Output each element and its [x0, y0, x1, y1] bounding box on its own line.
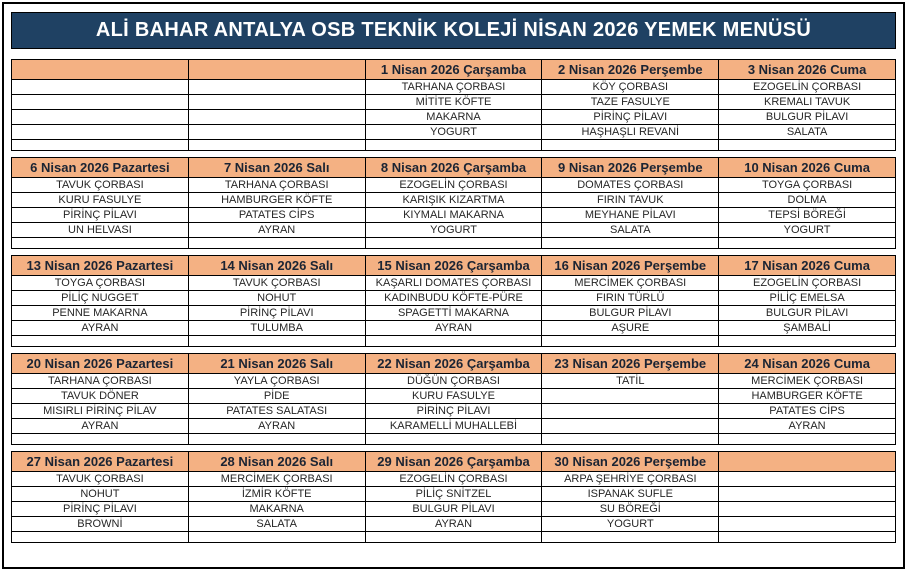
menu-row — [12, 208, 896, 223]
empty-cell — [188, 238, 365, 249]
menu-item-cell: PATATES SALATASI — [188, 404, 365, 419]
menu-item-cell: BULGUR PİLAVI — [542, 306, 719, 321]
spacer-row — [12, 140, 896, 151]
menu-item-cell: PİRİNÇ PİLAVI — [12, 208, 189, 223]
menu-item-cell: TOYGA ÇORBASI — [719, 178, 896, 193]
menu-row — [12, 80, 896, 95]
menu-item-cell: YOGURT — [719, 223, 896, 238]
day-header-cell: 17 Nisan 2026 Cuma — [719, 256, 896, 276]
menu-row — [12, 502, 896, 517]
menu-row — [12, 223, 896, 238]
menu-item-cell: SALATA — [188, 517, 365, 532]
menu-item-cell: PİRİNÇ PİLAVI — [188, 306, 365, 321]
spacer-row — [12, 336, 896, 347]
menu-item-cell: KURU FASULYE — [365, 389, 542, 404]
menu-item-cell: TAVUK ÇORBASI — [12, 472, 189, 487]
menu-row — [12, 321, 896, 336]
menu-item-cell: ARPA ŞEHRİYE ÇORBASI — [542, 472, 719, 487]
menu-item-cell: TULUMBA — [188, 321, 365, 336]
day-header-cell: 10 Nisan 2026 Cuma — [719, 158, 896, 178]
day-header-cell: 6 Nisan 2026 Pazartesi — [12, 158, 189, 178]
week-table-4 — [11, 353, 896, 445]
menu-item-cell: MAKARNA — [365, 110, 542, 125]
menu-row — [12, 306, 896, 321]
menu-item-cell — [188, 80, 365, 95]
day-header-cell: 3 Nisan 2026 Cuma — [719, 60, 896, 80]
day-header-cell: 23 Nisan 2026 Perşembe — [542, 354, 719, 374]
menu-item-cell — [542, 404, 719, 419]
title-bar — [11, 12, 896, 49]
menu-item-cell: TAVUK ÇORBASI — [188, 276, 365, 291]
empty-cell — [188, 532, 365, 543]
menu-item-cell: UN HELVASI — [12, 223, 189, 238]
menu-item-cell: KARIŞIK KIZARTMA — [365, 193, 542, 208]
empty-cell — [719, 532, 896, 543]
menu-row — [12, 125, 896, 140]
menu-item-cell: AYRAN — [12, 419, 189, 434]
menu-row — [12, 193, 896, 208]
menu-item-cell: FIRIN TAVUK — [542, 193, 719, 208]
day-header-cell: 2 Nisan 2026 Perşembe — [542, 60, 719, 80]
menu-item-cell: PİRİNÇ PİLAVI — [542, 110, 719, 125]
week-table-2 — [11, 157, 896, 249]
menu-item-cell: NOHUT — [188, 291, 365, 306]
menu-item-cell: TARHANA ÇORBASI — [12, 374, 189, 389]
menu-item-cell: AYRAN — [12, 321, 189, 336]
menu-row — [12, 374, 896, 389]
menu-item-cell: KURU FASULYE — [12, 193, 189, 208]
day-header-row — [12, 256, 896, 276]
menu-item-cell: İZMİR KÖFTE — [188, 487, 365, 502]
day-header-cell: 16 Nisan 2026 Perşembe — [542, 256, 719, 276]
menu-item-cell — [12, 95, 189, 110]
day-header-cell: 20 Nisan 2026 Pazartesi — [12, 354, 189, 374]
menu-item-cell: EZOGELİN ÇORBASI — [365, 472, 542, 487]
empty-cell — [188, 140, 365, 151]
menu-item-cell — [719, 517, 896, 532]
day-header-cell — [719, 452, 896, 472]
menu-row — [12, 404, 896, 419]
empty-cell — [12, 434, 189, 445]
menu-item-cell: AYRAN — [719, 419, 896, 434]
menu-item-cell: NOHUT — [12, 487, 189, 502]
menu-item-cell: SU BÖREĞİ — [542, 502, 719, 517]
menu-item-cell: KÖY ÇORBASI — [542, 80, 719, 95]
spacer-row — [12, 238, 896, 249]
menu-item-cell: PATATES CİPS — [719, 404, 896, 419]
menu-item-cell — [719, 487, 896, 502]
menu-item-cell: BULGUR PİLAVI — [719, 110, 896, 125]
menu-item-cell: PENNE MAKARNA — [12, 306, 189, 321]
menu-item-cell: EZOGELİN ÇORBASI — [719, 80, 896, 95]
day-header-cell: 30 Nisan 2026 Perşembe — [542, 452, 719, 472]
menu-item-cell: MEYHANE PİLAVI — [542, 208, 719, 223]
menu-row — [12, 95, 896, 110]
menu-item-cell: BROWNİ — [12, 517, 189, 532]
menu-item-cell — [542, 419, 719, 434]
menu-item-cell: AŞURE — [542, 321, 719, 336]
document-frame — [2, 2, 905, 569]
day-header-cell: 13 Nisan 2026 Pazartesi — [12, 256, 189, 276]
menu-item-cell: KIYMALI MAKARNA — [365, 208, 542, 223]
menu-item-cell: PİDE — [188, 389, 365, 404]
menu-item-cell: SPAGETTİ MAKARNA — [365, 306, 542, 321]
day-header-cell: 24 Nisan 2026 Cuma — [719, 354, 896, 374]
spacer-row — [12, 434, 896, 445]
empty-cell — [365, 140, 542, 151]
day-header-cell: 8 Nisan 2026 Çarşamba — [365, 158, 542, 178]
empty-cell — [542, 336, 719, 347]
menu-item-cell: TOYGA ÇORBASI — [12, 276, 189, 291]
menu-item-cell: PİLİÇ EMELSA — [719, 291, 896, 306]
menu-item-cell: PATATES CİPS — [188, 208, 365, 223]
menu-item-cell — [542, 389, 719, 404]
empty-cell — [719, 336, 896, 347]
menu-item-cell: TATİL — [542, 374, 719, 389]
menu-item-cell: ISPANAK SUFLE — [542, 487, 719, 502]
menu-item-cell: HAŞHAŞLI REVANİ — [542, 125, 719, 140]
menu-item-cell — [188, 125, 365, 140]
day-header-row — [12, 60, 896, 80]
menu-item-cell: EZOGELİN ÇORBASI — [365, 178, 542, 193]
menu-item-cell: DOMATES ÇORBASI — [542, 178, 719, 193]
menu-item-cell: MERCİMEK ÇORBASI — [188, 472, 365, 487]
menu-item-cell: MİTİTE KÖFTE — [365, 95, 542, 110]
menu-weeks-container — [11, 59, 896, 543]
week-table-3 — [11, 255, 896, 347]
menu-item-cell: YAYLA ÇORBASI — [188, 374, 365, 389]
menu-item-cell: HAMBURGER KÖFTE — [188, 193, 365, 208]
empty-cell — [719, 238, 896, 249]
menu-item-cell — [719, 472, 896, 487]
menu-row — [12, 517, 896, 532]
menu-item-cell: TAVUK DÖNER — [12, 389, 189, 404]
menu-item-cell: PİRİNÇ PİLAVI — [365, 404, 542, 419]
menu-item-cell: ŞAMBALİ — [719, 321, 896, 336]
menu-row — [12, 419, 896, 434]
menu-item-cell: BULGUR PİLAVI — [719, 306, 896, 321]
day-header-cell — [188, 60, 365, 80]
menu-item-cell: MAKARNA — [188, 502, 365, 517]
menu-item-cell: KARAMELLİ MUHALLEBİ — [365, 419, 542, 434]
menu-item-cell: AYRAN — [365, 321, 542, 336]
day-header-cell: 27 Nisan 2026 Pazartesi — [12, 452, 189, 472]
menu-item-cell: TARHANA ÇORBASI — [365, 80, 542, 95]
day-header-cell: 15 Nisan 2026 Çarşamba — [365, 256, 542, 276]
menu-item-cell — [12, 80, 189, 95]
menu-row — [12, 178, 896, 193]
menu-item-cell: YOGURT — [542, 517, 719, 532]
menu-item-cell: TAVUK ÇORBASI — [12, 178, 189, 193]
menu-item-cell: BULGUR PİLAVI — [365, 502, 542, 517]
empty-cell — [12, 336, 189, 347]
empty-cell — [12, 532, 189, 543]
empty-cell — [719, 434, 896, 445]
menu-item-cell: DÜĞÜN ÇORBASI — [365, 374, 542, 389]
menu-item-cell: AYRAN — [365, 517, 542, 532]
empty-cell — [365, 238, 542, 249]
menu-item-cell — [188, 110, 365, 125]
spacer-row — [12, 532, 896, 543]
menu-item-cell: PİLİÇ NUGGET — [12, 291, 189, 306]
menu-item-cell: KADINBUDU KÖFTE-PÜRE — [365, 291, 542, 306]
menu-item-cell — [719, 502, 896, 517]
day-header-cell: 28 Nisan 2026 Salı — [188, 452, 365, 472]
menu-item-cell — [12, 110, 189, 125]
empty-cell — [365, 336, 542, 347]
menu-row — [12, 389, 896, 404]
day-header-cell — [12, 60, 189, 80]
week-table-5 — [11, 451, 896, 543]
menu-item-cell — [188, 95, 365, 110]
menu-item-cell: FIRIN TÜRLÜ — [542, 291, 719, 306]
day-header-row — [12, 158, 896, 178]
menu-row — [12, 472, 896, 487]
empty-cell — [542, 532, 719, 543]
menu-item-cell: KREMALI TAVUK — [719, 95, 896, 110]
menu-item-cell: MERCİMEK ÇORBASI — [719, 374, 896, 389]
day-header-cell: 22 Nisan 2026 Çarşamba — [365, 354, 542, 374]
day-header-cell: 1 Nisan 2026 Çarşamba — [365, 60, 542, 80]
menu-item-cell: KAŞARLI DOMATES ÇORBASI — [365, 276, 542, 291]
menu-item-cell: HAMBURGER KÖFTE — [719, 389, 896, 404]
menu-item-cell: YOGURT — [365, 223, 542, 238]
menu-row — [12, 291, 896, 306]
day-header-cell: 9 Nisan 2026 Perşembe — [542, 158, 719, 178]
menu-item-cell: YOGURT — [365, 125, 542, 140]
menu-item-cell: TEPSİ BÖREĞİ — [719, 208, 896, 223]
menu-item-cell: MISIRLI PİRİNÇ PİLAV — [12, 404, 189, 419]
menu-item-cell: MERCİMEK ÇORBASI — [542, 276, 719, 291]
empty-cell — [365, 532, 542, 543]
day-header-cell: 14 Nisan 2026 Salı — [188, 256, 365, 276]
menu-item-cell: SALATA — [719, 125, 896, 140]
empty-cell — [542, 434, 719, 445]
day-header-cell: 7 Nisan 2026 Salı — [188, 158, 365, 178]
empty-cell — [12, 238, 189, 249]
menu-item-cell: EZOGELİN ÇORBASI — [719, 276, 896, 291]
menu-item-cell: TAZE FASULYE — [542, 95, 719, 110]
menu-row — [12, 110, 896, 125]
empty-cell — [542, 140, 719, 151]
menu-item-cell: DOLMA — [719, 193, 896, 208]
empty-cell — [719, 140, 896, 151]
day-header-row — [12, 452, 896, 472]
empty-cell — [365, 434, 542, 445]
menu-row — [12, 276, 896, 291]
menu-row — [12, 487, 896, 502]
empty-cell — [542, 238, 719, 249]
page-title: ALİ BAHAR ANTALYA OSB TEKNİK KOLEJİ NİSAN 2026 YEMEK MENÜSÜ — [95, 19, 812, 41]
menu-item-cell: SALATA — [542, 223, 719, 238]
day-header-cell: 21 Nisan 2026 Salı — [188, 354, 365, 374]
menu-item-cell: PİLİÇ SNİTZEL — [365, 487, 542, 502]
menu-item-cell: PİRİNÇ PİLAVI — [12, 502, 189, 517]
day-header-row — [12, 354, 896, 374]
menu-item-cell: TARHANA ÇORBASI — [188, 178, 365, 193]
menu-item-cell — [12, 125, 189, 140]
day-header-cell: 29 Nisan 2026 Çarşamba — [365, 452, 542, 472]
week-table-1 — [11, 59, 896, 151]
empty-cell — [188, 434, 365, 445]
menu-item-cell: AYRAN — [188, 223, 365, 238]
empty-cell — [188, 336, 365, 347]
menu-item-cell: AYRAN — [188, 419, 365, 434]
empty-cell — [12, 140, 189, 151]
